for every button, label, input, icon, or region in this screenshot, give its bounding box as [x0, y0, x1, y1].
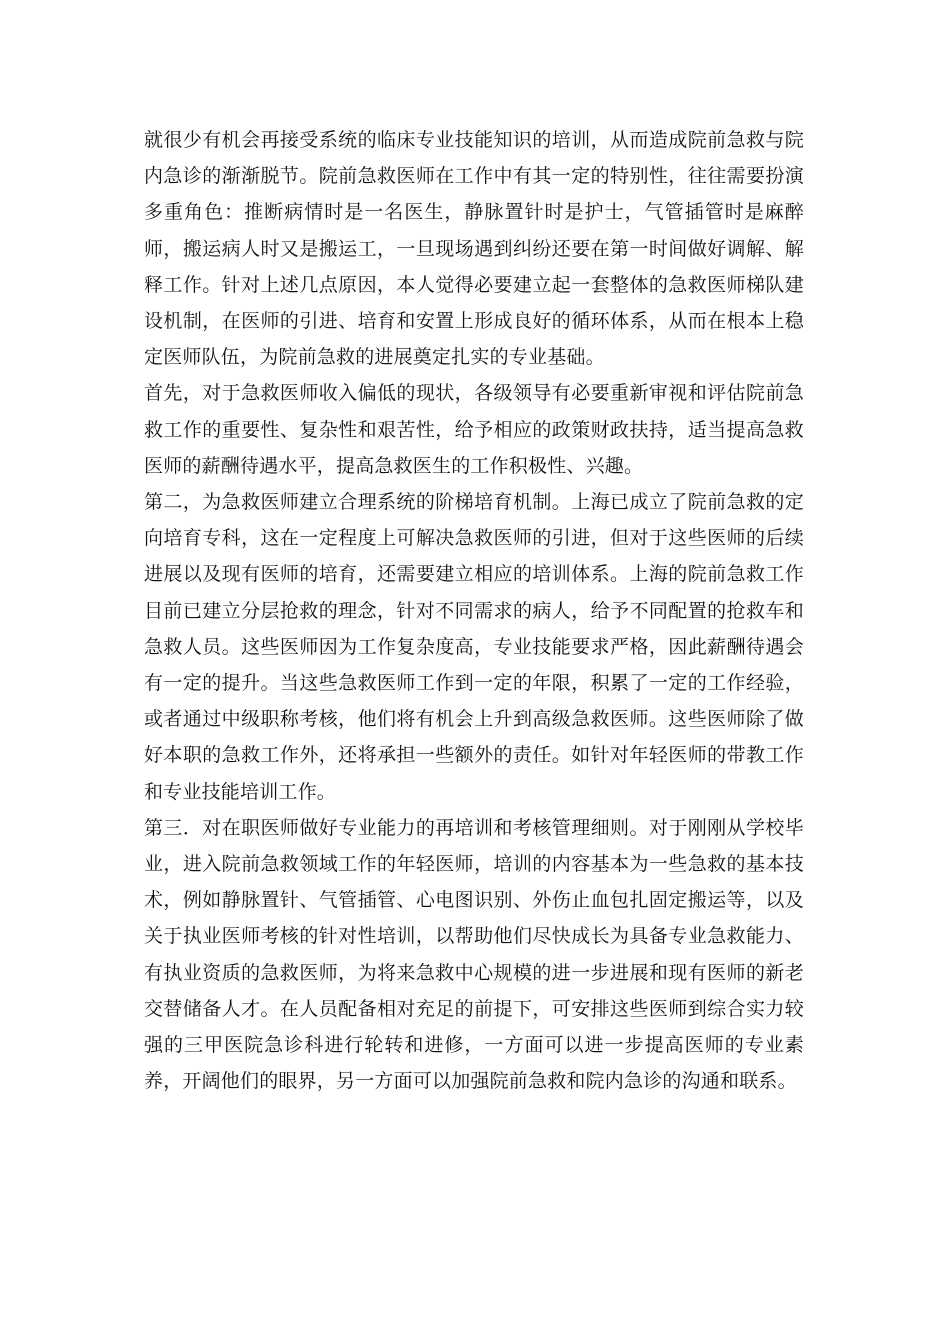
paragraph-third: 第三．对在职医师做好专业能力的再培训和考核管理细则。对于刚刚从学校毕业，进入院前急救领域工作的年轻医师，培训的内容基本为一些急救的基本技术，例如静脉置针、气管插管、心电图识别、外伤止血包扎固定搬运等，以及关于执业医师考核的针对性培训，以帮助他们尽快成长为具备专业急救能力、有执业资质的急救医师，为将来急救中心规模的进一步进展和现有医师的新老交替储备人才。在人员配备相对充足的前提下，可安排这些医师到综合实力较强的三甲医院急诊科进行轮转和进修，一方面可以进一步提高医师的专业素养，开阔他们的眼界，另一方面可以加强院前急救和院内急诊的沟通和联系。 [144, 816, 804, 1093]
paragraph-second: 第二，为急救医师建立合理系统的阶梯培育机制。上海已成立了院前急救的定向培育专科，这在一定程度上可解决急救医师的引进，但对于这些医师的后续进展以及现有医师的培育，还需要建立相应的培训体系。上海的院前急救工作目前已建立分层抢救的理念，针对不同需求的病人，给予不同配置的抢救车和急救人员。这些医师因为工作复杂度高，专业技能要求严格，因此薪酬待遇会有一定的提升。当这些急救医师工作到一定的年限，积累了一定的工作经验，或者通过中级职称考核，他们将有机会上升到高级急救医师。这些医师除了做好本职的急救工作外，还将承担一些额外的责任。如针对年轻医师的带教工作和专业技能培训工作。 [144, 491, 804, 803]
paragraph-intro: 就很少有机会再接受系统的临床专业技能知识的培训，从而造成院前急救与院内急诊的渐渐脱节。院前急救医师在工作中有其一定的特别性，往往需要扮演多重角色：推断病情时是一名医生，静脉置针时是护士，气管插管时是麻醉师，搬运病人时又是搬运工，一旦现场遇到纠纷还要在第一时间做好调解、解释工作。针对上述几点原因，本人觉得必要建立起一套整体的急救医师梯队建设机制，在医师的引进、培育和安置上形成良好的循环体系，从而在根本上稳定医师队伍，为院前急救的进展奠定扎实的专业基础。 [144, 129, 804, 369]
paragraph-first: 首先，对于急救医师收入偏低的现状，各级领导有必要重新审视和评估院前急救工作的重要性、复杂性和艰苦性，给予相应的政策财政扶持，适当提高急救医师的薪酬待遇水平，提高急救医生的工作积极性、兴趣。 [144, 382, 804, 477]
document-body [144, 122, 804, 1099]
